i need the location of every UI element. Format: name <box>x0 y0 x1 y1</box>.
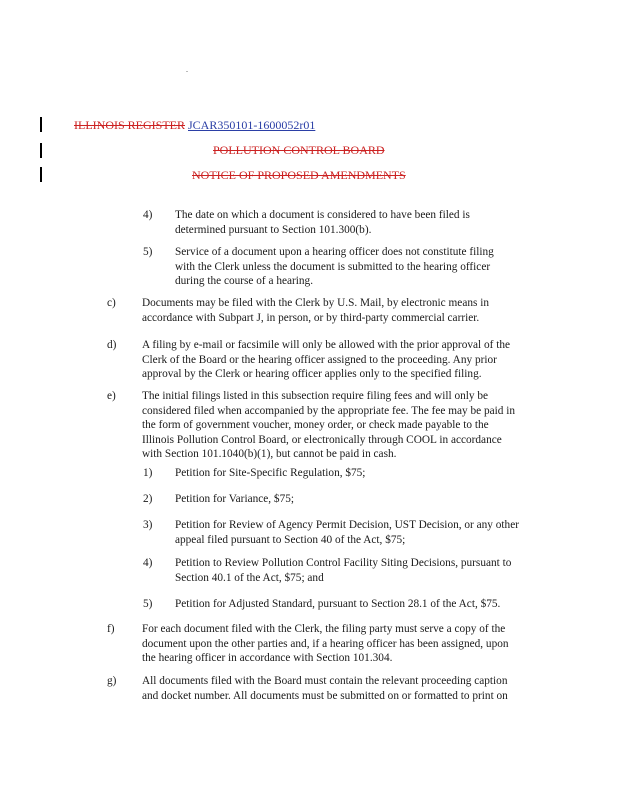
item-text: A filing by e-mail or facsimile will only be allowed with the prior approval of the Clerk of the Board or the hearing officer assigned to the proceeding. Any prior approval by the Clerk or hearing officer applies only to the specified filing. <box>142 339 510 380</box>
item-marker: 5) <box>143 246 153 258</box>
item-marker: g) <box>107 675 117 687</box>
jcar-id-inserted: JCAR350101-1600052r01 <box>188 118 316 132</box>
item-text: Petition for Variance, $75; <box>175 493 295 505</box>
item-marker: c) <box>107 297 116 309</box>
notice-title-struck: NOTICE OF PROPOSED AMENDMENTS <box>192 168 406 182</box>
illinois-register-struck: ILLINOIS REGISTER <box>74 118 185 132</box>
item-marker: 4) <box>143 209 153 221</box>
item-text: For each document filed with the Clerk, the filing party must serve a copy of the document upon the other parties and, if a hearing officer has been assigned, upon the hearing officer in accordance with Section 101.304. <box>142 623 509 664</box>
item-text: Documents may be filed with the Clerk by U.S. Mail, by electronic means in accordance with Subpart J, in person, or by third-party commercial carrier. <box>142 297 489 324</box>
item-marker: f) <box>107 623 115 635</box>
scan-speck <box>186 71 188 72</box>
item-marker: 4) <box>143 557 153 569</box>
change-bar <box>40 143 42 158</box>
item-text: The initial filings listed in this subsection require filing fees and will only be considered filed when accompanied by the appropriate fee. The fee may be paid in the form of government voucher, money order, or check made payable to the Illinois Pollution Control Board, or electronically through COOL in accordance with Section 101.1040(b)(1), but cannot be paid in cash. <box>142 390 516 460</box>
item-marker: 2) <box>143 493 153 505</box>
item-marker: 3) <box>143 519 153 531</box>
change-bar <box>40 117 42 132</box>
item-marker: 1) <box>143 467 153 479</box>
register-header <box>74 118 315 132</box>
item-text: Petition for Review of Agency Permit Decision, UST Decision, or any other appeal filed pursuant to Section 40 of the Act, $75; <box>175 519 519 546</box>
item-marker: 5) <box>143 598 153 610</box>
item-marker: e) <box>107 390 116 402</box>
item-text: Petition to Review Pollution Control Facility Siting Decisions, pursuant to Section 40.1 of the Act, $75; and <box>175 557 512 584</box>
change-bar <box>40 167 42 182</box>
item-text: Petition for Site-Specific Regulation, $75; <box>175 467 366 479</box>
board-name-struck: POLLUTION CONTROL BOARD <box>213 143 385 157</box>
item-text: All documents filed with the Board must contain the relevant proceeding caption and docket number. All documents must be submitted on or formatted to print on <box>142 675 508 702</box>
item-text: Petition for Adjusted Standard, pursuant to Section 28.1 of the Act, $75. <box>175 598 501 610</box>
item-marker: d) <box>107 339 117 351</box>
item-text: Service of a document upon a hearing officer does not constitute filing with the Clerk unless the document is submitted to the hearing officer during the course of a hearing. <box>175 246 494 287</box>
item-text: The date on which a document is considered to have been filed is determined pursuant to Section 101.300(b). <box>175 209 470 236</box>
